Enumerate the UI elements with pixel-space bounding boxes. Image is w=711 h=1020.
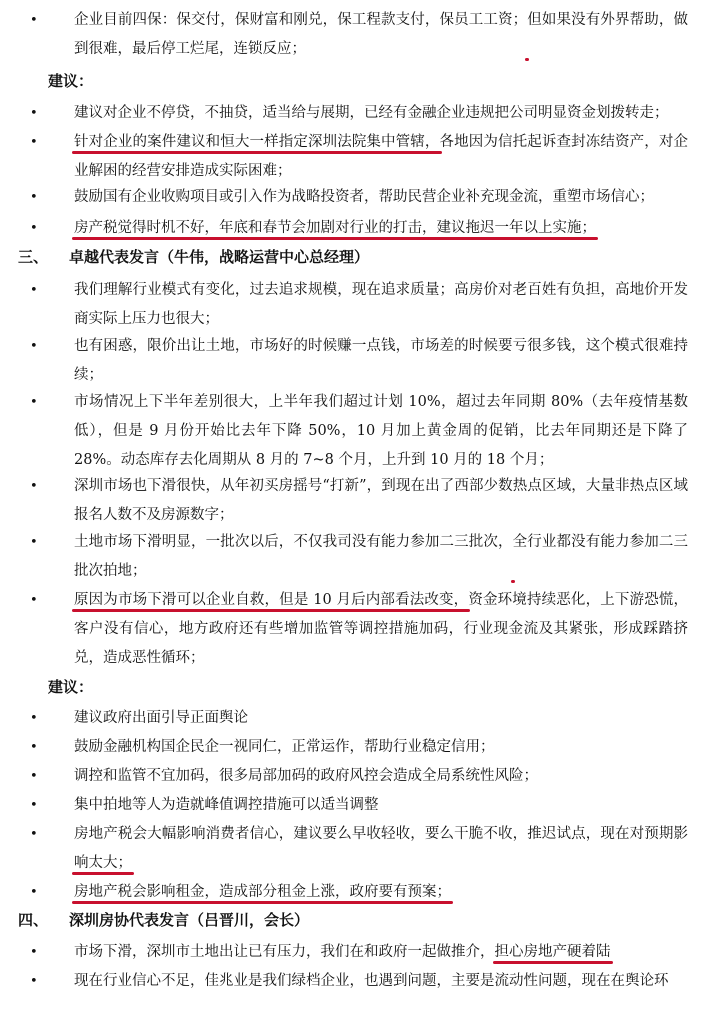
list-item [30,586,689,673]
list-item [30,938,688,967]
bullet-icon: • [30,885,38,900]
bullet-icon: • [30,798,38,813]
list-item [30,128,688,186]
bullet-icon: • [30,135,38,150]
item-text: 资金环境持续恶化，上下游恐慌，客户没有信心，地方政府还有些增加监管等调控措施加码，行业现金流及其紧张，形成踩踏挤兑，造成恶性循环； [74,592,689,666]
bullet-icon: • [30,339,38,354]
list-item [30,878,688,907]
section-title: 卓越代表发言（牛伟，战略运营中心总经理） [69,248,370,266]
suggestion-heading: 建议： [48,678,94,696]
list-item [30,733,688,762]
list-item [30,388,688,475]
list-item [30,528,688,586]
suggestion-heading: 建议： [48,72,94,90]
bullet-icon: • [30,535,38,550]
underlined-text: 房产税觉得时机不好，年底和春节会加剧对行业的打击，建议拖迟一年以上实施； [74,220,596,236]
bullet-icon: • [30,221,38,236]
item-text: 建议对企业不停贷，不抽贷，适当给与展期，已经有金融企业违规把公司明显资金划拨转走； [74,105,669,121]
underlined-text: 担心房地产硬着陆 [494,944,611,960]
item-text: 土地市场下滑明显，一批次以后，不仅我司没有能力参加二三批次， [74,534,513,550]
bullet-icon: • [30,945,38,960]
item-text: 调控和监管不宜加码，很多局部加码的政府风控会造成全局系统性风险； [74,768,538,784]
list-item [30,967,688,996]
bullet-icon: • [30,283,38,298]
bullet-icon: • [30,974,38,989]
item-text: 现在行业信心不足，佳兆业是我们绿档企业，也遇到问题，主要是流动性问题，现在在舆论环 [74,973,669,989]
section-title: 深圳房协代表发言（吕晋川，会长） [69,911,310,929]
list-item [30,791,688,820]
item-text: 企业目前四保：保交付，保财富和刚兑，保工程款支付，保员工工资； [74,12,528,28]
underlined-text: 但如果没有外界帮助，做到很难，最后停工烂尾，连锁反应； [74,12,688,57]
section-number: 三、 [18,248,49,266]
list-item [30,276,688,334]
item-text: 市场下滑，深圳市土地出让已有压力，我们在和政府一起做推介， [74,944,495,960]
bullet-icon: • [30,827,38,842]
item-text: 集中拍地等人为造就峰值调控措施可以适当调整 [74,797,379,813]
item-text: 深圳市场也下滑很快，从年初买房摇号“打新”，到现在出了西部少数热点区域，大量非热点区域报名人数不及房源数字； [74,478,688,523]
underlined-text: 原因为市场下滑可以企业自救，但是 10 月后内部看法改变， [74,592,469,608]
bullet-icon: • [30,106,38,121]
underlined-text: 房地产税会影响租金，造成部分租金上涨，政府要有预案； [74,884,451,900]
item-text: 鼓励国有企业收购项目或引入作为战略投资者，帮助民营企业补充现金流，重塑市场信心； [74,189,654,205]
list-item [30,6,688,64]
item-text: 市场情况上下半年差别很大，上半年我们超过计划 10%，超过去年同期 80%（去年疫情基数低），但是 9 月份开始比去年下降 50%，10 月加上黄金周的促销，比去年同期还是下降了 28%。动态库存去化周期从 8 月的 7~8 个月，上升到 10 月的 18 个月； [74,394,688,468]
list-item [30,704,688,733]
bullet-icon: • [30,190,38,205]
section-number: 四、 [18,911,49,929]
list-item [30,183,688,212]
item-text: 建议政府出面引导正面舆论 [74,710,248,726]
underlined-text: 全行业都没有能力参加二三批次拍地； [74,534,688,579]
list-item [30,99,688,128]
bullet-icon: • [30,740,38,755]
bullet-icon: • [30,479,38,494]
list-item [30,762,688,791]
list-item [30,214,688,243]
bullet-icon: • [30,769,38,784]
underlined-text: 针对企业的案件建议和恒大一样指定深圳法院集中管辖， [74,134,440,150]
list-item [30,820,688,878]
item-text: 我们理解行业模式有变化，过去追求规模，现在追求质量；高房价对老百姓有负担，高地价开发商实际上压力也很大； [74,282,688,327]
underlined-text: 房地产税会大幅影响消费者信心，建议要么早收轻收，要么干脆不收，推迟试点，现在对预期影响太大； [74,826,688,871]
item-text: 也有困惑，限价出让土地，市场好的时候赚一点钱，市场差的时候要亏很多钱，这个模式很难持续； [74,338,688,383]
bullet-icon: • [30,395,38,410]
list-item [30,472,688,530]
item-text: 鼓励金融机构国企民企一视同仁，正常运作，帮助行业稳定信用； [74,739,495,755]
list-item [30,332,688,390]
item-text: 各地因为信托起诉查封冻结资产，对企业解困的经营安排造成实际困难； [74,134,688,179]
bullet-icon: • [30,711,38,726]
bullet-icon: • [30,593,38,608]
bullet-icon: • [30,13,38,28]
